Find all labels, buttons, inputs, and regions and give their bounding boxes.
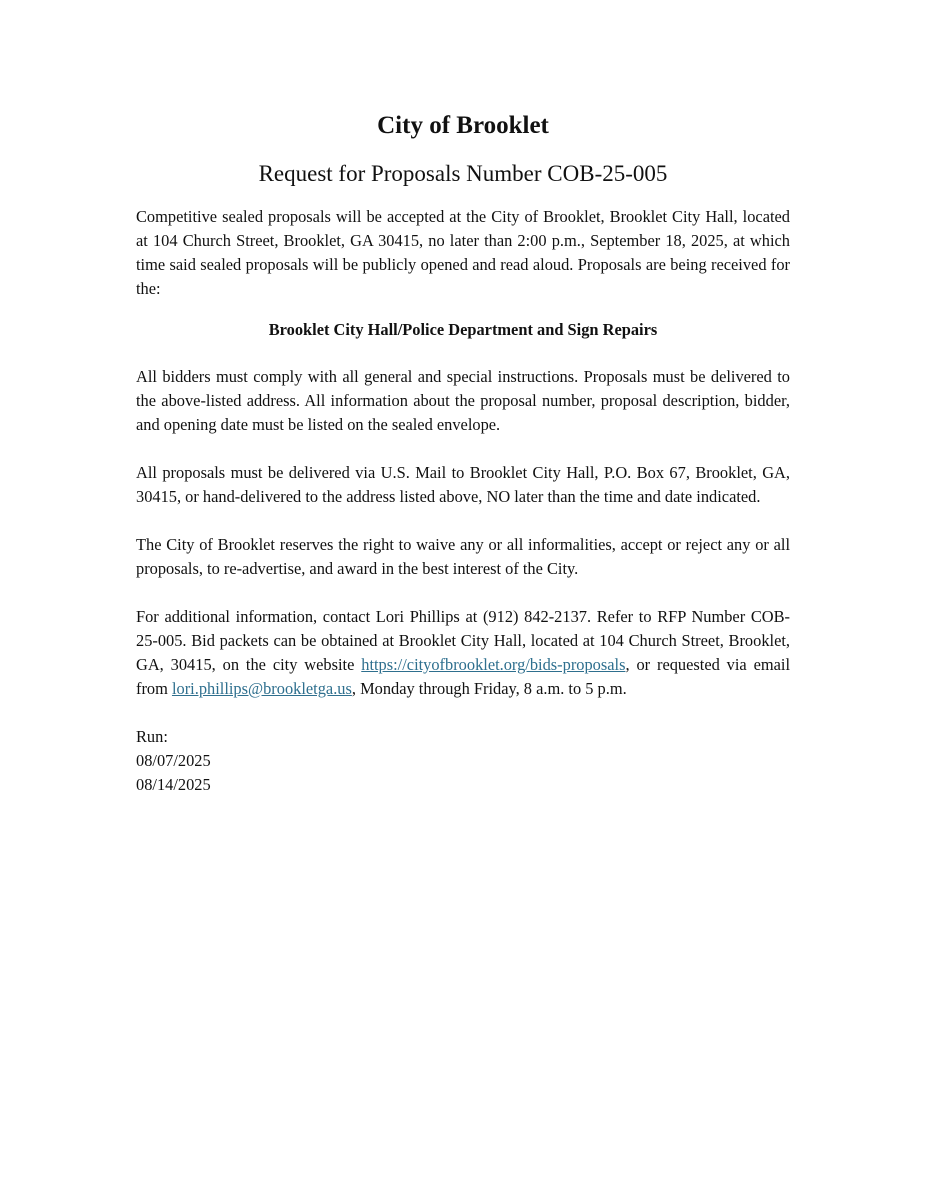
bidder-instructions-paragraph: All bidders must comply with all general and special instructions. Proposals must be delivered to the above-listed address. All information about the proposal number, proposal description, bidder, and opening date must be listed on the sealed envelope.: [136, 367, 790, 434]
contact-paragraph: [136, 605, 790, 701]
delivery-paragraph: All proposals must be delivered via U.S. Mail to Brooklet City Hall, P.O. Box 67, Brooklet, GA, 30415, or hand-delivered to the address listed above, NO later than the time and date indicated.: [136, 463, 790, 506]
contact-text-after-links: , Monday through Friday, 8 a.m. to 5 p.m.: [351, 679, 627, 698]
contact-text-before-link: For additional information, contact Lori Phillips at (912) 842-2137. Refer to RFP Number COB-25-005. Bid packets can be obtained at Brooklet City Hall, located at 104 Church Street, Brooklet, GA, 30415, on the city website: [136, 607, 790, 674]
project-title: Brooklet City Hall/Police Department and Sign Repairs: [268, 320, 658, 339]
document-content: [136, 111, 790, 797]
email-link[interactable]: lori.phillips@brookletga.us: [171, 679, 352, 698]
run-dates-block: [136, 725, 790, 797]
run-label: Run:: [136, 727, 168, 746]
rfp-subtitle: Request for Proposals Number COB-25-005: [258, 161, 668, 186]
document-title: City of Brooklet: [377, 112, 549, 139]
run-date: 08/07/2025: [136, 751, 211, 770]
intro-paragraph: Competitive sealed proposals will be accepted at the City of Brooklet, Brooklet City Hall, located at 104 Church Street, Brooklet, GA 30415, no later than 2:00 p.m., September 18, 2025, at which time said sealed proposals will be publicly opened and read aloud. Proposals are being received for the:: [136, 207, 790, 298]
run-date: 08/14/2025: [136, 775, 211, 794]
rights-paragraph: The City of Brooklet reserves the right to waive any or all informalities, accept or reject any or all proposals, to re-advertise, and award in the best interest of the City.: [136, 535, 790, 578]
contact-text-between-links: , or requested via email from: [136, 655, 790, 698]
website-link[interactable]: https://cityofbrooklet.org/bids-proposals: [361, 655, 626, 674]
